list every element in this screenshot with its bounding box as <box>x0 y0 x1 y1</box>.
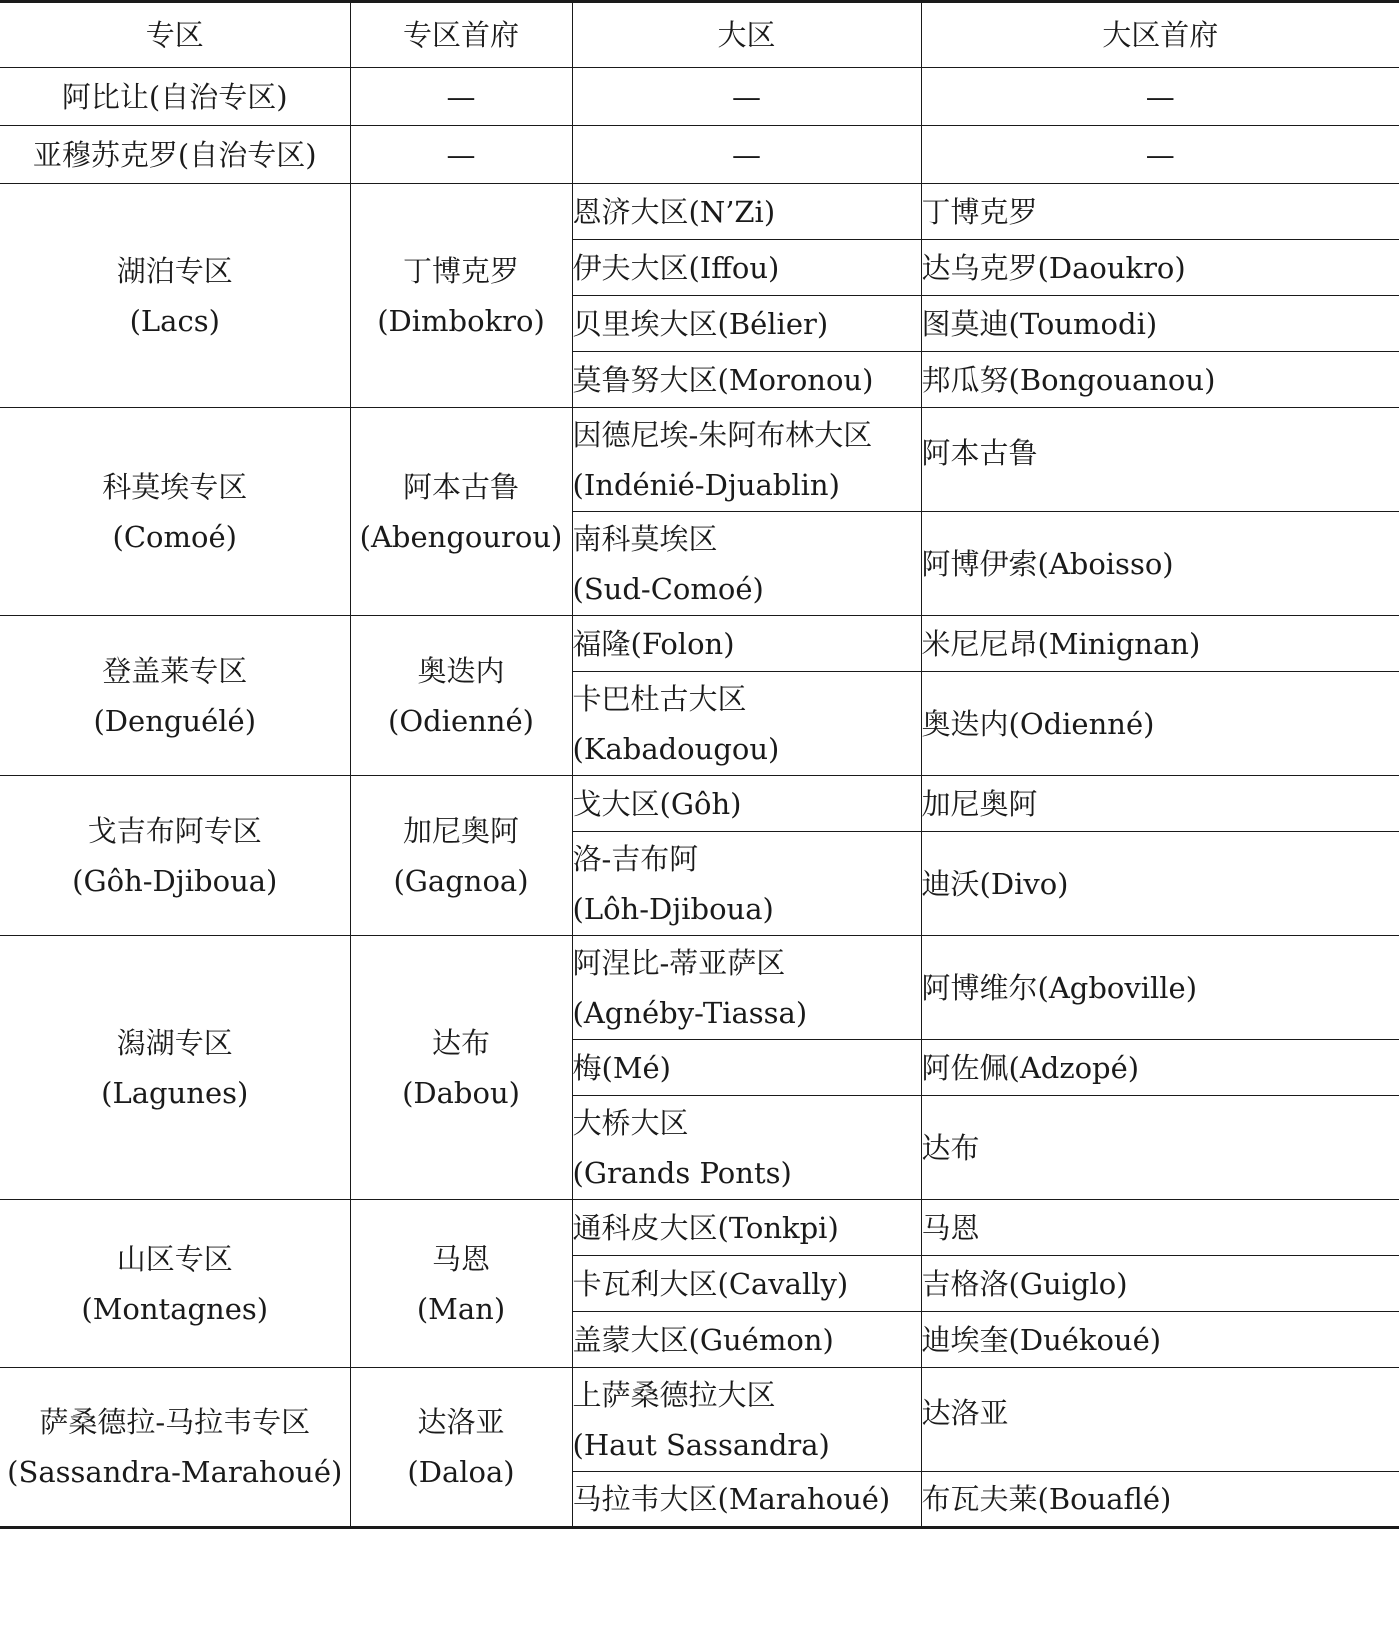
district-cell <box>0 184 350 408</box>
district-name-fr: (Montagnes) <box>81 1291 269 1326</box>
region-cell-line: 洛-吉布阿 <box>572 841 699 876</box>
district-cell <box>0 776 350 936</box>
region-cell-line: (Agnéby-Tiassa) <box>572 995 808 1030</box>
district-capital-cn: 加尼奥阿 <box>402 813 519 848</box>
region-cell <box>572 672 921 776</box>
district-name-fr: (Comoé) <box>112 519 237 554</box>
district-capital-fr: (Dabou) <box>402 1075 520 1110</box>
region-cell <box>572 352 921 408</box>
region-capital-cell-line: 达乌克罗(Daoukro) <box>921 250 1186 285</box>
region-cell <box>572 832 921 936</box>
district-capital-cell <box>350 408 572 616</box>
table-row <box>0 1368 1399 1472</box>
district-cell: 亚穆苏克罗(自治专区) <box>0 126 350 184</box>
region-capital-cell-line: 迪埃奎(Duékoué) <box>921 1322 1162 1357</box>
district-capital-cn: 奥迭内 <box>417 653 505 688</box>
district-cell <box>0 936 350 1200</box>
region-cell <box>572 1096 921 1200</box>
region-cell-line: (Kabadougou) <box>572 731 780 766</box>
district-capital-cell <box>350 184 572 408</box>
region-cell <box>572 512 921 616</box>
region-cell <box>572 1472 921 1528</box>
region-capital-cell <box>921 352 1399 408</box>
region-capital-cell <box>921 936 1399 1040</box>
region-cell <box>572 1040 921 1096</box>
region-cell <box>572 184 921 240</box>
district-name-cn: 湖泊专区 <box>116 253 233 288</box>
district-capital-cn: 丁博克罗 <box>402 253 519 288</box>
district-cell <box>0 1200 350 1368</box>
region-cell-line: (Indénié-Djuablin) <box>572 467 840 502</box>
region-cell-line: 大桥大区 <box>572 1105 689 1140</box>
district-capital-cn: 阿本古鲁 <box>402 469 519 504</box>
region-cell-line: 梅(Mé) <box>572 1050 671 1085</box>
region-cell <box>572 240 921 296</box>
region-cell-line: (Haut Sassandra) <box>572 1427 830 1462</box>
header-region: 大区 <box>572 2 921 68</box>
region-capital-cell-line: 迪沃(Divo) <box>921 866 1069 901</box>
district-name-cn: 山区专区 <box>116 1241 233 1276</box>
region-cell <box>572 408 921 512</box>
region-capital-cell-line: 图莫迪(Toumodi) <box>921 306 1158 341</box>
district-name-cn: 登盖莱专区 <box>102 653 248 688</box>
region-cell-line: 卡瓦利大区(Cavally) <box>572 1266 849 1301</box>
district-capital-fr: (Gagnoa) <box>393 863 529 898</box>
region-capital-cell-line: 奥迭内(Odienné) <box>921 706 1155 741</box>
region-capital-cell-line: 阿博维尔(Agboville) <box>921 970 1198 1005</box>
region-capital-cell <box>921 1312 1399 1368</box>
table-row <box>0 1200 1399 1256</box>
table-row <box>0 408 1399 512</box>
table-row <box>0 616 1399 672</box>
region-cell-line: 伊夫大区(Iffou) <box>572 250 780 285</box>
district-name-fr: (Gôh-Djiboua) <box>72 863 278 898</box>
region-capital-cell <box>921 240 1399 296</box>
region-cell-line: 南科莫埃区 <box>572 521 718 556</box>
region-cell-line: 上萨桑德拉大区 <box>572 1377 776 1412</box>
region-cell-line: (Sud-Comoé) <box>572 571 764 606</box>
region-cell-line: (Grands Ponts) <box>572 1155 792 1190</box>
region-cell-line: 盖蒙大区(Guémon) <box>572 1322 834 1357</box>
district-name-fr: (Denguélé) <box>93 703 257 738</box>
region-cell <box>572 1200 921 1256</box>
district-capital-cell <box>350 776 572 936</box>
region-cell-line: 福隆(Folon) <box>572 626 735 661</box>
district-capital-fr: (Dimbokro) <box>377 303 545 338</box>
region-capital-cell-line: 加尼奥阿 <box>921 786 1038 821</box>
region-cell-line: 贝里埃大区(Bélier) <box>572 306 829 341</box>
region-capital-cell-line: 阿博伊索(Aboisso) <box>921 546 1174 581</box>
region-cell <box>572 296 921 352</box>
district-capital-cell: — <box>350 68 572 126</box>
region-capital-cell <box>921 672 1399 776</box>
district-name-cn: 潟湖专区 <box>116 1025 233 1060</box>
region-capital-cell-line: 达布 <box>921 1130 980 1165</box>
region-capital-cell <box>921 776 1399 832</box>
region-capital-cell <box>921 184 1399 240</box>
header-district-capital: 专区首府 <box>350 2 572 68</box>
district-name-fr: (Sassandra-Marahoué) <box>7 1455 343 1489</box>
table-body <box>0 68 1399 1528</box>
region-capital-cell-line: 阿本古鲁 <box>921 436 1038 470</box>
region-capital-cell-line: 布瓦夫莱(Bouaflé) <box>921 1482 1172 1516</box>
district-capital-fr: (Daloa) <box>407 1455 515 1489</box>
district-capital-cn: 马恩 <box>431 1241 490 1276</box>
region-capital-cell-line: 吉格洛(Guiglo) <box>921 1266 1128 1301</box>
region-capital-cell <box>921 408 1399 512</box>
table-row <box>0 936 1399 1040</box>
region-capital-cell-line: 丁博克罗 <box>921 194 1038 229</box>
district-name-cn: 科莫埃专区 <box>102 469 248 504</box>
district-cell <box>0 408 350 616</box>
region-cell <box>572 1256 921 1312</box>
district-capital-cell <box>350 616 572 776</box>
region-cell <box>572 936 921 1040</box>
region-capital-cell <box>921 1200 1399 1256</box>
table-row <box>0 68 1399 126</box>
region-capital-cell <box>921 1368 1399 1472</box>
district-name-cn: 戈吉布阿专区 <box>87 813 262 848</box>
region-capital-cell: — <box>921 68 1399 126</box>
region-capital-cell-line: 阿佐佩(Adzopé) <box>921 1050 1140 1085</box>
region-cell-line: 因德尼埃-朱阿布林大区 <box>572 417 873 452</box>
region-cell-line: 戈大区(Gôh) <box>572 786 742 821</box>
region-cell <box>572 776 921 832</box>
district-name-fr: (Lagunes) <box>101 1075 249 1110</box>
header-district: 专区 <box>0 2 350 68</box>
header-row <box>0 2 1399 68</box>
region-capital-cell-line: 马恩 <box>921 1210 980 1245</box>
district-capital-cn: 达洛亚 <box>417 1405 505 1439</box>
region-capital-cell <box>921 512 1399 616</box>
region-cell-line: 莫鲁努大区(Moronou) <box>572 362 874 397</box>
region-cell-line: 阿涅比-蒂亚萨区 <box>572 945 786 980</box>
region-cell-line: 通科皮大区(Tonkpi) <box>572 1210 839 1245</box>
district-capital-cell: — <box>350 126 572 184</box>
table-row <box>0 184 1399 240</box>
region-capital-cell: — <box>921 126 1399 184</box>
table-row <box>0 126 1399 184</box>
district-cell: 阿比让(自治专区) <box>0 68 350 126</box>
region-capital-cell-line: 米尼尼昂(Minignan) <box>921 626 1201 661</box>
region-cell-line: (Lôh-Djiboua) <box>572 891 774 926</box>
district-capital-fr: (Abengourou) <box>359 519 563 554</box>
district-capital-cn: 达布 <box>431 1025 490 1060</box>
region-capital-cell <box>921 1472 1399 1528</box>
region-capital-cell <box>921 832 1399 936</box>
district-capital-fr: (Odienné) <box>388 703 534 738</box>
district-capital-fr: (Man) <box>416 1291 506 1326</box>
region-cell-line: 马拉韦大区(Marahoué) <box>572 1482 891 1516</box>
table-row <box>0 776 1399 832</box>
region-capital-cell <box>921 296 1399 352</box>
region-capital-cell <box>921 1040 1399 1096</box>
region-capital-cell <box>921 616 1399 672</box>
district-cell <box>0 1368 350 1528</box>
district-name-fr: (Lacs) <box>129 303 220 338</box>
region-cell <box>572 1312 921 1368</box>
region-cell-line: 卡巴杜古大区 <box>572 681 747 716</box>
region-cell-line: 恩济大区(N’Zi) <box>572 194 776 229</box>
region-cell: — <box>572 126 921 184</box>
region-cell: — <box>572 68 921 126</box>
district-cell <box>0 616 350 776</box>
district-capital-cell <box>350 1368 572 1528</box>
header-region-capital: 大区首府 <box>921 2 1399 68</box>
region-cell <box>572 1368 921 1472</box>
district-capital-cell <box>350 1200 572 1368</box>
region-cell <box>572 616 921 672</box>
region-capital-cell-line: 达洛亚 <box>921 1396 1009 1430</box>
region-capital-cell <box>921 1096 1399 1200</box>
district-capital-cell <box>350 936 572 1200</box>
region-capital-cell-line: 邦瓜努(Bongouanou) <box>921 362 1216 397</box>
district-name-cn: 萨桑德拉-马拉韦专区 <box>39 1405 311 1439</box>
region-capital-cell <box>921 1256 1399 1312</box>
